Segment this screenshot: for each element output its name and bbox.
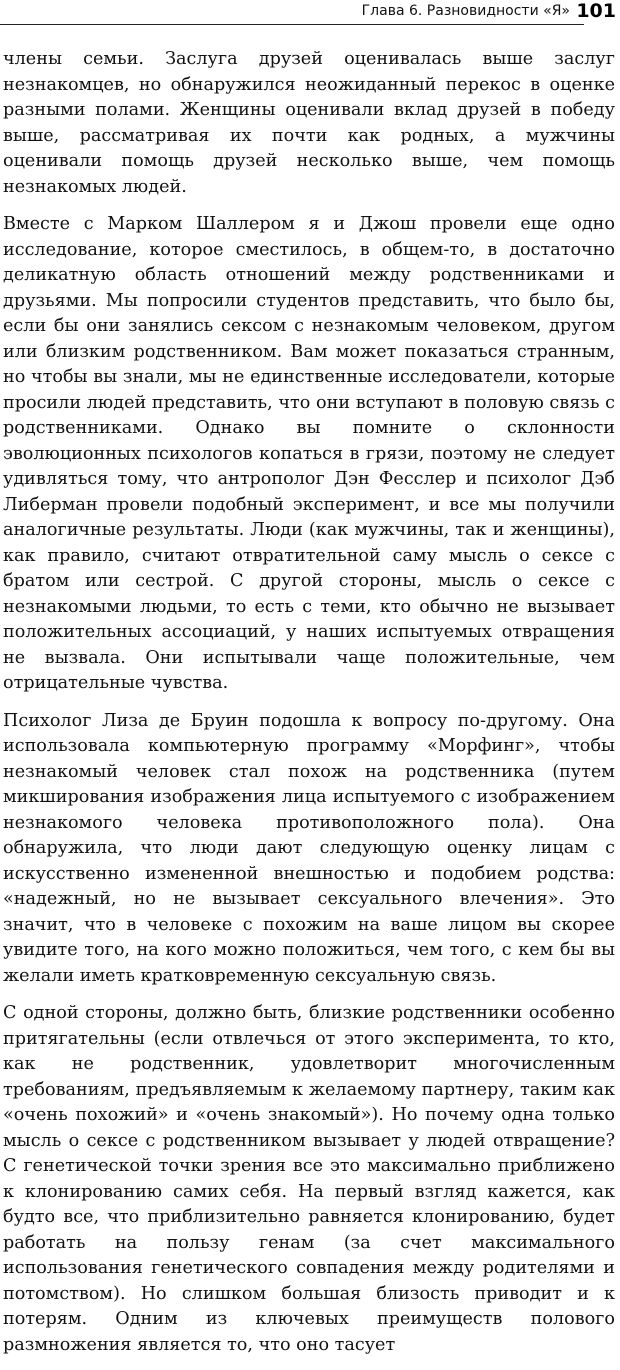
paragraph-3: Психолог Лиза де Бруин подошла к вопросу по-другому. Она использовала компьютерную программу «Морфинг», чтобы незнакомый человек стал похож на родственника (путем микширования изображения лица испытуемого с изображением незнакомого человека противоположного пола). Она обнаружила, что люди дают следующую оценку лицам с искусственно измененной внешностью и подобием родства: «надежный, но не вызывает сексуального влечения». Это значит, что в человеке с похожим на ваше лицом вы скорее увидите того, на кого можно положиться, чем того, с кем бы вы желали иметь кратковременную сексуальную связь. [3,710,615,986]
body-text [3,47,615,1370]
paragraph-1: члены семьи. Заслуга друзей оценивалась выше заслуг незнакомцев, но обнаружился неожиданный перекос в оценке разными полами. Женщины оценивали вклад друзей в победу выше, рассматривая их почти как родных, а мужчины оценивали помощь друзей несколько выше, чем помощь незнакомых людей. [3,49,615,197]
running-header [0,0,620,26]
page-number: 101 [576,0,616,22]
paragraph-4: С одной стороны, должно быть, близкие родственники особенно притягательны (если отвлечься от этого эксперимента, то кто, как не родственник, удовлетворит многочисленным требованиям, предъявляемым к желаемому партнеру, таким как «очень похожий» и «очень знакомый»). Но почему одна только мысль о сексе с родственником вызывает у людей отвращение? С генетической точки зрения все это максимально приближено к клонированию самих себя. На первый взгляд кажется, как будто все, что приблизительно равняется клонированию, будет работать на пользу генам (за счет максимального использования генетического совпадения между родителями и потомством). Но слишком большая близость приводит и к потерям. Одним из ключевых преимуществ полового размножения является то, что оно тасует [3,1003,615,1355]
chapter-title: Глава 6. Разновидности «Я» [361,3,570,19]
header-rule [0,24,584,25]
paragraph-2: Вместе с Марком Шаллером я и Джош провели еще одно исследование, которое сместилось, в общем-то, в достаточно деликатную область отношений между родственниками и друзьями. Мы попросили студентов представить, что было бы, если бы они занялись сексом с незнакомым человеком, другом или близким родственником. Вам может показаться странным, но чтобы вы знали, мы не единственные исследователи, которые просили людей представить, что они вступают в половую связь с родственниками. Однако вы помните о склонности эволюционных психологов копаться в грязи, поэтому не следует удивляться тому, что антрополог Дэн Фесслер и психолог Дэб Либерман провели подобный эксперимент, и все мы получили аналогичные результаты. Люди (как мужчины, так и женщины), как правило, считают отвратительной саму мысль о сексе с братом или сестрой. С другой стороны, мысль о сексе с незнакомыми людьми, то есть с теми, кто обычно не вызывает положительных ассоциаций, у наших испытуемых отвращения не вызвала. Они испытывали чаще положительные, чем отрицательные чувства. [3,214,615,693]
